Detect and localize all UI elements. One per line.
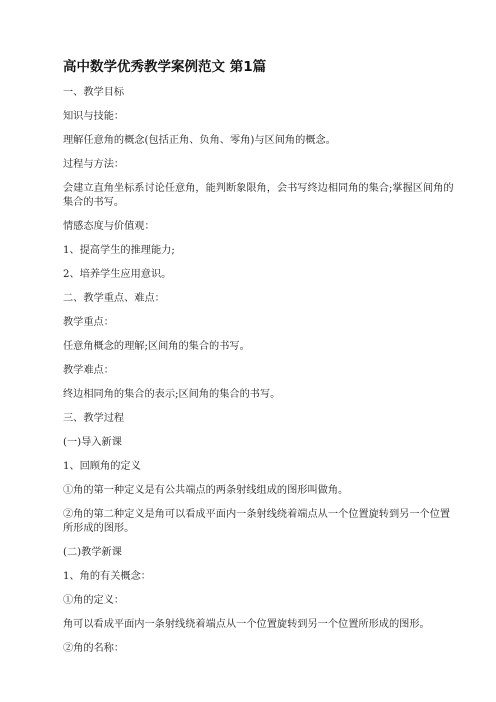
paragraph: 2、培养学生应用意识。 — [63, 269, 172, 280]
paragraph: 任意角概念的理解;区间角的集合的书写。 — [63, 341, 250, 352]
paragraph: 终边相同角的集合的表示;区间角的集合的书写。 — [63, 389, 281, 400]
section-heading: 二、教学重点、难点： — [63, 293, 165, 304]
section-heading: 一、教学目标 — [63, 87, 125, 98]
paragraph: 1、回顾角的定义 — [63, 461, 141, 472]
subsection-heading: (二)教学新课 — [63, 547, 122, 558]
paragraph: ①角的第一种定义是有公共端点的两条射线组成的图形叫做角。 — [63, 485, 349, 496]
section-heading: 三、教学过程 — [63, 413, 125, 424]
paragraph: 情感态度与价值观： — [63, 221, 155, 232]
document-title: 高中数学优秀教学案例范文 第1篇 — [63, 59, 267, 75]
paragraph: 角可以看成平面内一条射线绕着端点从一个位置旋转到另一个位置所形成的图形。 — [63, 619, 430, 630]
paragraph: 会建立直角坐标系讨论任意角，能判断象限角，会书写终边相同角的集合;掌握区间角的集合的书写。 — [63, 183, 454, 208]
paragraph: ②角的第二种定义是角可以看成平面内一条射线绕着端点从一个位置旋转到另一个位置所形成的图形。 — [63, 509, 451, 534]
paragraph: ②角的名称： — [63, 643, 125, 654]
paragraph: 1、提高学生的推理能力; — [63, 245, 175, 256]
paragraph: 理解任意角的概念(包括正角、负角、零角)与区间角的概念。 — [63, 135, 336, 146]
paragraph: 教学难点： — [63, 365, 114, 376]
subsection-heading: (一)导入新课 — [63, 437, 122, 448]
paragraph: 1、角的有关概念： — [63, 571, 151, 582]
paragraph: 知识与技能： — [63, 111, 125, 122]
paragraph: 教学重点： — [63, 317, 114, 328]
paragraph: 过程与方法： — [63, 159, 125, 170]
paragraph: ①角的定义： — [63, 595, 125, 606]
